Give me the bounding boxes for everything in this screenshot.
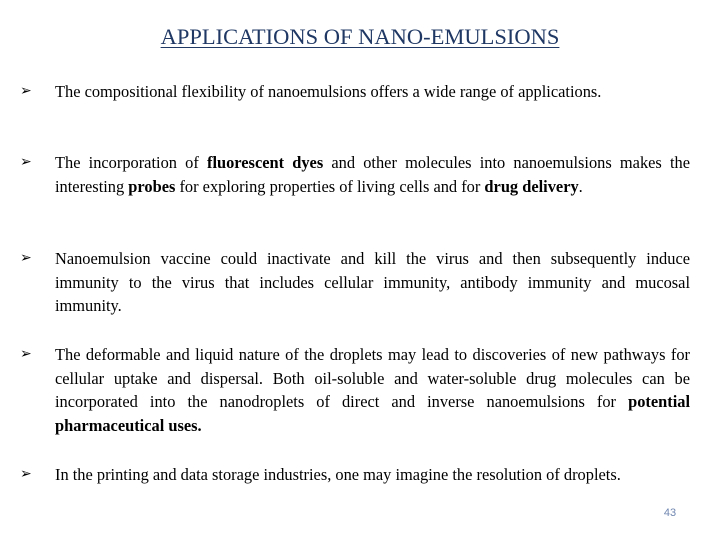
slide-title: APPLICATIONS OF NANO-EMULSIONS (160, 24, 560, 49)
arrow-bullet-icon: ➢ (20, 346, 32, 362)
bold-term: potential pharmaceutical uses. (55, 392, 690, 435)
bold-term: drug delivery (484, 176, 579, 196)
bold-term: fluorescent dyes (206, 153, 324, 172)
bullet-item (20, 247, 690, 318)
bullet-item (20, 463, 690, 487)
bullet-text: In the printing and data storage industries, one may imagine the resolution of droplets. (55, 465, 621, 484)
bullet-item (20, 80, 690, 104)
bold-term: probes (128, 176, 176, 196)
bullet-text: The deformable and liquid nature of the droplets may lead to discoveries of new pathways for cellular uptake and dispersal. Both oil-soluble and water-soluble drug molecules can be incorporated into the nanodroplets of direct and inverse nanoemulsions for potential pharmaceutical uses. (55, 345, 690, 435)
bullet-text: The compositional flexibility of nanoemulsions offers a wide range of applications. (55, 82, 602, 101)
arrow-bullet-icon: ➢ (20, 250, 32, 266)
arrow-bullet-icon: ➢ (20, 466, 32, 482)
bullet-item (20, 343, 690, 437)
bullet-text: The incorporation of fluorescent dyes and other molecules into nanoemulsions makes the interesting probes for exploring properties of living cells and for drug delivery. (55, 153, 690, 196)
bullet-text: Nanoemulsion vaccine could inactivate and kill the virus and then subsequently induce immunity to the virus that includes cellular immunity, antibody immunity and mucosal immunity. (55, 249, 690, 315)
bullet-item (20, 151, 690, 198)
arrow-bullet-icon: ➢ (20, 83, 32, 99)
page-number: 43 (663, 507, 677, 519)
arrow-bullet-icon: ➢ (20, 154, 32, 170)
